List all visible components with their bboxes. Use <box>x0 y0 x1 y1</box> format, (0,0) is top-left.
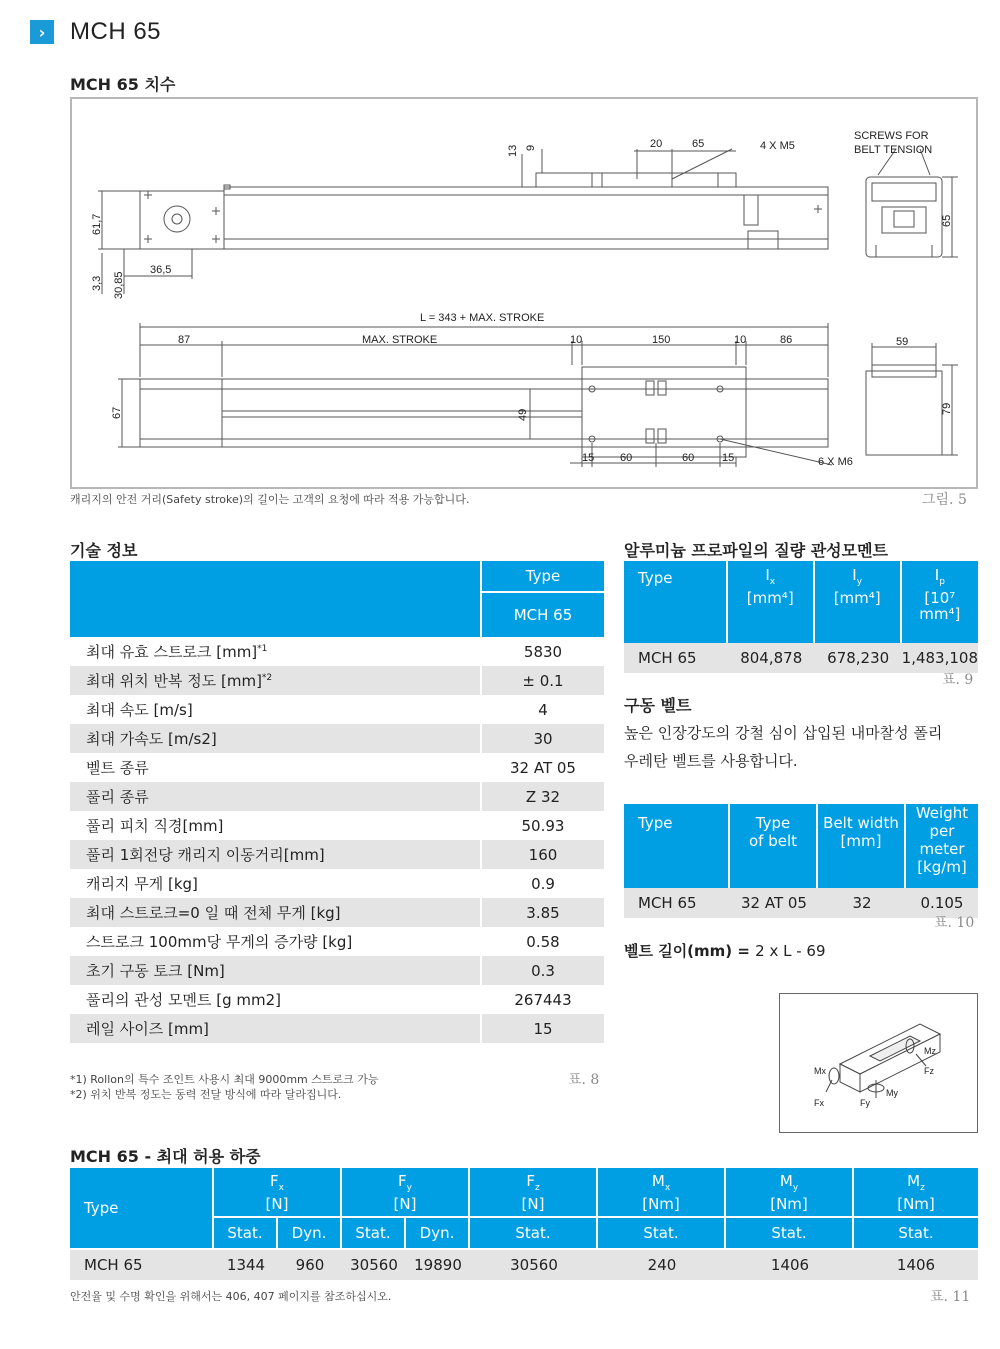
dim-10-b: 10 <box>734 334 747 346</box>
inertia-ix-header: $I_x$ [mm⁴] <box>728 561 815 643</box>
table-row: 스트로크 100mm당 무게의 증가량 [kg] 0.58 <box>70 927 604 956</box>
table-row: MCH 65 804,878 678,230 1,483,108 <box>624 643 978 673</box>
load-fy-dyn-header: Dyn. <box>406 1218 470 1250</box>
chevron-right-icon: › <box>30 20 54 44</box>
belt-description: 높은 인장강도의 강철 심이 삽입된 내마찰성 폴리 우레탄 벨트를 사용합니다. <box>624 724 943 770</box>
dim-65-top: 65 <box>692 138 705 150</box>
dim-9: 9 <box>525 144 537 151</box>
table-row: 레일 사이즈 [mm] 15 <box>70 1014 604 1043</box>
inertia-ref: 표. 9 <box>942 672 974 688</box>
table-row: 풀리 종류 Z 32 <box>70 782 604 811</box>
load-title: MCH 65 - 최대 허용 하중 <box>70 1147 261 1166</box>
tech-note-2: *2) 위치 반복 정도는 동력 전달 방식에 따라 달라집니다. <box>70 1088 342 1101</box>
force-mx: Mx <box>814 1066 826 1076</box>
load-table <box>70 1168 978 1280</box>
dim-20: 20 <box>650 138 663 150</box>
dim-belt-tension-1: SCREWS FOR <box>854 130 929 142</box>
tech-note-1: *1) Rollon의 특수 조인트 사용시 최대 9000mm 스트로크 가능 <box>70 1073 379 1086</box>
dim-13: 13 <box>507 144 519 157</box>
belt-length: 벨트 길이(mm) = 2 x L - 69 <box>624 942 826 960</box>
dimensions-title: MCH 65 치수 <box>70 75 176 94</box>
table-row: 최대 스트로크=0 일 때 전체 무게 [kg] 3.85 <box>70 898 604 927</box>
tech-table <box>70 561 604 1043</box>
table-row: 풀리 1회전당 캐리지 이동거리[mm] 160 <box>70 840 604 869</box>
belt-table <box>624 804 978 918</box>
table-row: 최대 위치 반복 정도 [mm]$^{*2}$ ± 0.1 <box>70 666 604 695</box>
load-mx-header: $M_x$ [Nm] <box>598 1168 726 1218</box>
dim-screws-m6: 6 X M6 <box>818 456 853 468</box>
load-fx-header: $F_x$ [N] <box>214 1168 342 1218</box>
load-mz-stat-header: Stat. <box>854 1218 978 1250</box>
dim-max-stroke: MAX. STROKE <box>362 334 438 346</box>
force-fz: Fz <box>924 1066 934 1076</box>
force-my: My <box>886 1088 898 1098</box>
page-title: MCH 65 <box>70 18 162 45</box>
tech-type-header: Type <box>480 561 604 593</box>
tech-title: 기술 정보 <box>70 541 138 560</box>
inertia-table <box>624 561 978 673</box>
dimension-drawing <box>70 97 978 489</box>
table-row: 캐리지 무게 [kg] 0.9 <box>70 869 604 898</box>
table-row: 최대 가속도 [m/s2] 30 <box>70 724 604 753</box>
belt-weight-header: Weight per meter [kg/m] <box>906 804 978 888</box>
load-fx-stat-header: Stat. <box>214 1218 278 1250</box>
load-note: 안전율 및 수명 확인을 위해서는 406, 407 페이지를 참조하십시오. <box>70 1290 392 1303</box>
dim-screws-m5: 4 X M5 <box>760 140 795 152</box>
dim-61-7: 61,7 <box>91 213 103 235</box>
force-diagram <box>779 993 978 1133</box>
dim-150: 150 <box>652 334 671 346</box>
dim-30-85: 30,85 <box>113 271 125 299</box>
table-row: 벨트 종류 32 AT 05 <box>70 753 604 782</box>
inertia-iy-header: $I_y$ [mm⁴] <box>815 561 902 643</box>
inertia-title: 알루미늄 프로파일의 질량 관성모멘트 <box>624 541 889 560</box>
belt-type-header: Type <box>624 804 730 888</box>
inertia-type-header: Type <box>624 561 728 643</box>
dim-65-side: 65 <box>941 214 953 227</box>
load-my-header: $M_y$ [Nm] <box>726 1168 854 1218</box>
belt-btype-header: Type of belt <box>730 804 818 888</box>
table-row: MCH 65 32 AT 05 32 0.105 <box>624 888 978 918</box>
dim-length: L = 343 + MAX. STROKE <box>420 312 545 324</box>
table-row: 풀리 피치 직경[mm] 50.93 <box>70 811 604 840</box>
belt-title: 구동 벨트 <box>624 696 692 715</box>
dim-49: 49 <box>517 408 529 421</box>
tech-header-blank <box>70 561 480 637</box>
dim-79: 79 <box>941 402 953 415</box>
dim-3-3: 3,3 <box>91 275 103 291</box>
inertia-ip-header: $I_p$ [10⁷ mm⁴] <box>902 561 978 643</box>
force-mz: Mz <box>924 1046 936 1056</box>
table-row: 초기 구동 토크 [Nm] 0.3 <box>70 956 604 985</box>
dim-36-5: 36,5 <box>150 264 172 276</box>
dim-67: 67 <box>111 406 123 419</box>
load-mz-header: $M_z$ [Nm] <box>854 1168 978 1218</box>
table-row: 풀리의 관성 모멘트 [g mm2] 267443 <box>70 985 604 1014</box>
page-header <box>30 18 161 46</box>
load-fz-header: $F_z$ [N] <box>470 1168 598 1218</box>
tech-ref: 표. 8 <box>568 1072 600 1088</box>
load-fy-header: $F_y$ [N] <box>342 1168 470 1218</box>
dim-87: 87 <box>178 334 191 346</box>
dimensions-note: 캐리지의 안전 거리(Safety stroke)의 길이는 고객의 요청에 따라 적용 가능합니다. <box>70 493 470 506</box>
belt-ref: 표. 10 <box>934 915 975 931</box>
dim-15-b: 15 <box>722 452 735 464</box>
dim-86: 86 <box>780 334 793 346</box>
force-fy: Fy <box>860 1098 870 1108</box>
force-fx: Fx <box>814 1098 824 1108</box>
dim-10-a: 10 <box>570 334 583 346</box>
table-row: MCH 65 1344 960 30560 19890 30560 240 1406 1406 <box>70 1250 978 1280</box>
dim-belt-tension-2: BELT TENSION <box>854 144 933 156</box>
load-my-stat-header: Stat. <box>726 1218 854 1250</box>
dim-59: 59 <box>896 336 909 348</box>
tech-model-header: MCH 65 <box>480 593 604 637</box>
figure-ref: 그림. 5 <box>922 492 967 508</box>
dim-60-b: 60 <box>682 452 695 464</box>
load-type-header: Type <box>70 1168 214 1250</box>
load-fz-stat-header: Stat. <box>470 1218 598 1250</box>
load-fy-stat-header: Stat. <box>342 1218 406 1250</box>
table-row: 최대 유효 스트로크 [mm]$^{*1}$ 5830 <box>70 637 604 666</box>
dim-60-a: 60 <box>620 452 633 464</box>
load-fx-dyn-header: Dyn. <box>278 1218 342 1250</box>
belt-width-header: Belt width [mm] <box>818 804 906 888</box>
dim-15-a: 15 <box>582 452 595 464</box>
load-mx-stat-header: Stat. <box>598 1218 726 1250</box>
table-row: 최대 속도 [m/s] 4 <box>70 695 604 724</box>
load-ref: 표. 11 <box>930 1289 971 1305</box>
